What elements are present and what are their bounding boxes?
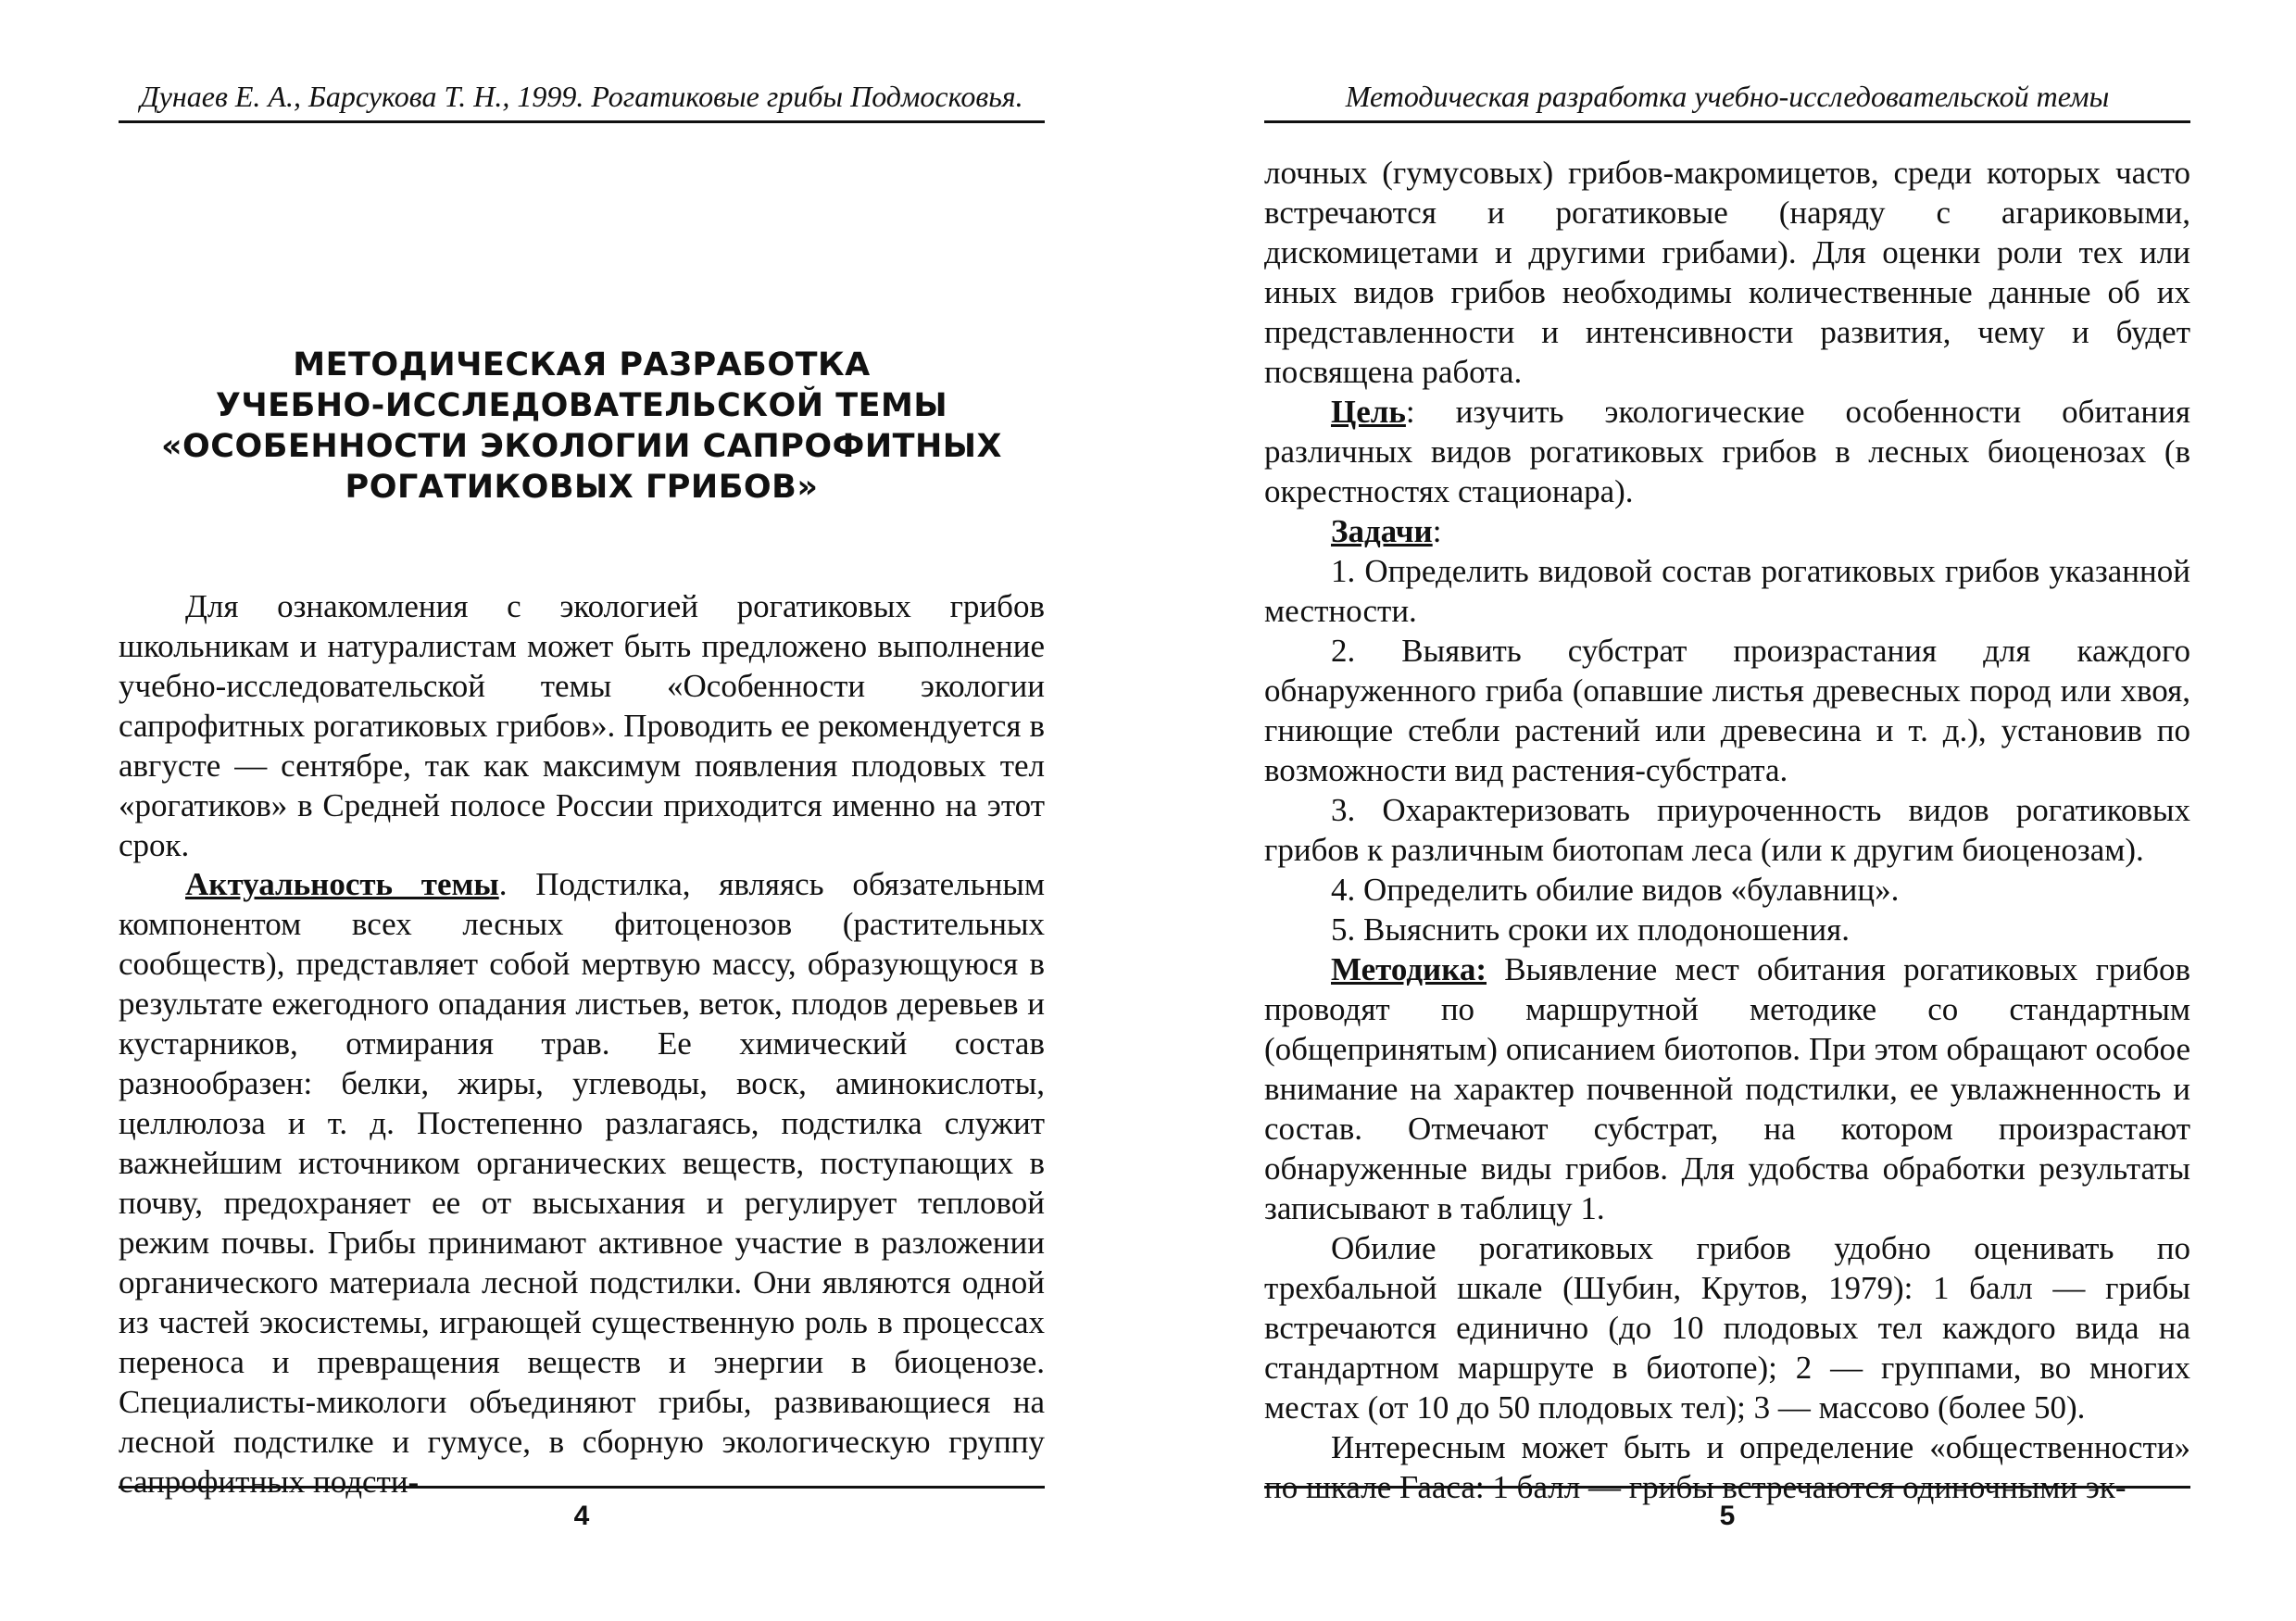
task-item: 5. Выяснить сроки их плодоношения. <box>1331 911 1850 948</box>
intro-section <box>119 586 1045 865</box>
relevance-paragraph <box>119 864 1045 1502</box>
tasks-colon: : <box>1432 513 1442 549</box>
task-item: 3. Охарактеризовать приуроченность видов рогатиковых грибов к различным биотопам леса (или к другим биоценозам). <box>1264 792 2190 868</box>
method-text: Выявление мест обитания рогатиковых грибов проводят по маршрутной методике со стандартным (общепринятым) описанием биотопов. При этом обращают особое внимание на характер почвенной подстилки, ее увлажненность и состав. Отмечают субстрат, на котором произрастают обнаруженные виды грибов. Для удобства обработки результаты записывают в таблицу 1. <box>1264 951 2190 1226</box>
title-line: «ОСОБЕННОСТИ ЭКОЛОГИИ САПРОФИТНЫХ <box>160 428 1003 465</box>
header-rule <box>119 120 1045 123</box>
title-line: УЧЕБНО-ИССЛЕДОВАТЕЛЬСКОЙ ТЕМЫ <box>215 387 948 424</box>
footer-rule <box>1264 1486 2190 1489</box>
task-item: 2. Выявить субстрат произрастания для каждого обнаруженного гриба (опавшие листья древесных пород или хвоя, гниющие стебли растений или древесина и т. д.), установив по возможности вид растения-субстрата. <box>1264 633 2190 788</box>
title-line: РОГАТИКОВЫХ ГРИБОВ» <box>345 469 819 506</box>
page-title <box>119 345 1045 508</box>
goal-label: Цель <box>1331 394 1406 430</box>
right-page-body <box>1264 153 2190 1507</box>
left-page <box>119 0 1045 1621</box>
goal-text: : изучить экологические особенности обитания различных видов рогатиковых грибов в лесных биоценозах (в окрестностях стационара). <box>1264 394 2190 509</box>
continuation-paragraph: лочных (гумусовых) грибов-макромицетов, среди которых часто встречаются и рогатиковые (наряду с агариковыми, дискомицетами и другими грибами). Для оценки роли тех или иных видов грибов необходимы количественные данные об их представленности и интенсивности развития, чему и будет посвящена работа. <box>1264 155 2190 390</box>
intro-paragraph: Для ознакомления с экологией рогатиковых грибов школьникам и натуралистам может быть предложено выполнение учебно-исследовательской темы «Особенности экологии сапрофитных рогатиковых грибов». Проводить ее рекомендуется в августе — сентябре, так как максимум появления плодовых тел «рогатиков» в Средней полосе России приходится именно на этот срок. <box>119 588 1045 863</box>
footer-rule <box>119 1486 1045 1489</box>
task-item: 1. Определить видовой состав рогатиковых грибов указанной местности. <box>1264 553 2190 629</box>
sociability-paragraph: Интересным может быть и определение «общественности» по шкале Гааса: 1 балл — грибы встречаются одиночными эк- <box>1264 1429 2190 1505</box>
method-paragraph <box>1264 949 2190 1228</box>
relevance-label: Актуальность темы <box>185 866 499 902</box>
running-head: Методическая разработка учебно-исследовательской темы <box>1345 80 2110 113</box>
relevance-text: . Подстилка, являясь обязательным компонентом всех лесных фитоценозов (растительных сообществ), представляет собой мертвую массу, образующуюся в результате ежегодного опадания листьев, веток, плодов деревьев и кустарников, отмирания трав. Ее химический состав разнообразен: белки, жиры, углеводы, воск, аминокислоты, целлюлоза и т. д. Постепенно разлагаясь, подстилка служит важнейшим источником органических веществ, поступающих в почву, предохраняет ее от высыхания и регулирует тепловой режим почвы. Грибы принимают активное участие в разложении органического материала лесной подстилки. Они являются одной из частей экосистемы, играющей существенную роль в процессах переноса и превращения веществ и энергии в биоценозе. Специалисты-микологи объединяют грибы, развивающиеся на лесной подстилке и гумусе, в сборную экологическую группу сапрофитных подсти- <box>119 866 1045 1500</box>
title-line: МЕТОДИЧЕСКАЯ РАЗРАБОТКА <box>293 346 871 383</box>
right-page <box>1264 0 2190 1621</box>
method-label: Методика: <box>1331 951 1487 987</box>
tasks-heading <box>1264 511 2190 551</box>
page-number: 4 <box>573 1501 590 1531</box>
task-item: 4. Определить обилие видов «булавниц». <box>1331 872 1900 908</box>
goal-paragraph <box>1264 392 2190 511</box>
running-head: Дунаев Е. А., Барсукова Т. Н., 1999. Рогатиковые грибы Подмосковья. <box>140 80 1023 113</box>
relevance-section <box>119 864 1045 1502</box>
abundance-paragraph: Обилие рогатиковых грибов удобно оценивать по трехбальной шкале (Шубин, Крутов, 1979): 1 балл — грибы встречаются единично (до 10 плодовых тел каждого вида на стандартном маршруте в биотопе); 2 — группами, во многих местах (от 10 до 50 плодовых тел); 3 — массово (более 50). <box>1264 1230 2190 1426</box>
tasks-label: Задачи <box>1331 513 1433 549</box>
page-number: 5 <box>1719 1501 1736 1531</box>
header-rule <box>1264 120 2190 123</box>
